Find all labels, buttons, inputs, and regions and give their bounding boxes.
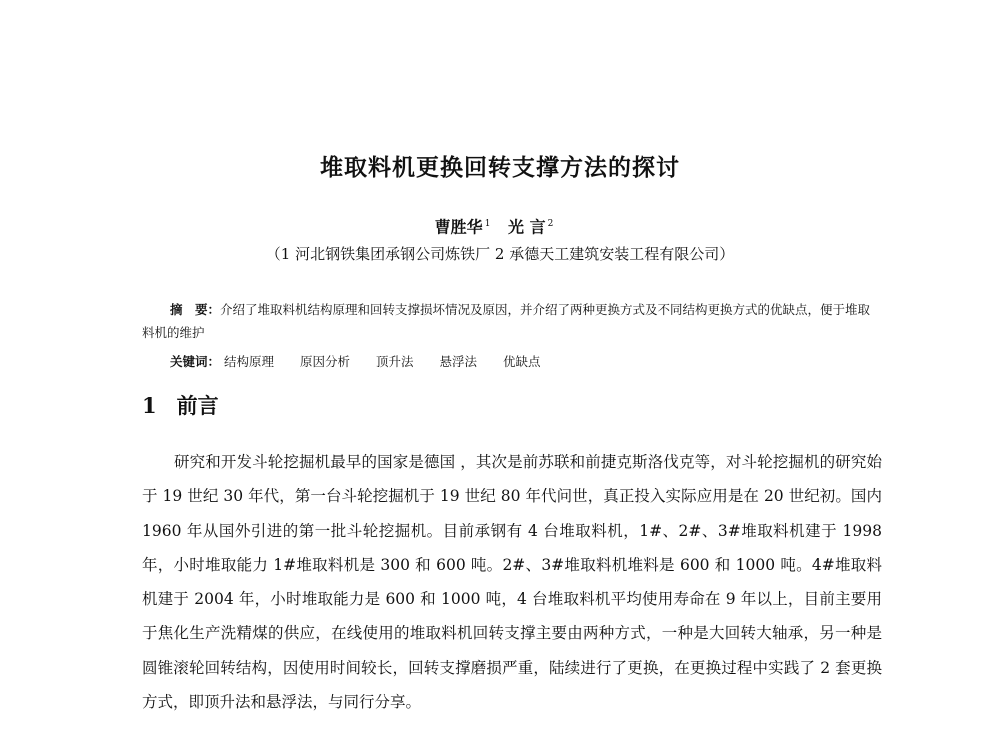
keyword: 优缺点: [503, 354, 541, 369]
section-heading: [142, 390, 219, 422]
abstract: [142, 298, 882, 344]
keyword: 结构原理: [224, 354, 275, 369]
abstract-label: 摘 要：: [170, 302, 221, 317]
author-name: 曹胜华: [434, 217, 483, 237]
keywords-label: 关键词：: [170, 354, 221, 369]
keyword: 悬浮法: [439, 354, 478, 369]
author-name: 光 言: [508, 217, 546, 237]
abstract-text: 介绍了堆取料机结构原理和回转支撑损坏情况及原因，并介绍了两种更换方式及不同结构更换方式的优缺点，便于堆取料机的维护: [142, 302, 871, 340]
section-title: 前言: [176, 393, 219, 418]
keywords: [170, 351, 563, 373]
paper-title: 堆取料机更换回转支撑方法的探讨: [320, 154, 680, 181]
keyword: 原因分析: [300, 354, 351, 369]
section-number: 1: [142, 393, 157, 418]
author-affiliation-mark: 2: [547, 219, 554, 229]
affiliations: （1 河北钢铁集团承钢公司炼铁厂 2 承德天工建筑安装工程有限公司）: [265, 245, 735, 263]
author-line: [0, 212, 1000, 239]
keyword: 顶升法: [376, 354, 414, 369]
body-paragraph: 研究和开发斗轮挖掘机最早的国家是德国 ，其次是前苏联和前捷克斯洛伐克等，对斗轮挖掘机的研究始于 19 世纪 30 年代，第一台斗轮挖掘机于 19 世纪 80 年代问世，真正投入实际应用是在 20 世纪初。国内 1960 年从国外引进的第一批斗轮挖掘机。目前承钢有 4 台堆取料机，1#、2#、3#堆取料机建于 1998 年，小时堆取能力 1#堆取料机是 300 和 600 吨。2#、3#堆取料机堆料是 600 和 1000 吨。4#堆取料机建于 2004 年，小时堆取能力是 600 和 1000 吨，4 台堆取料机平均使用寿命在 9 年以上，目前主要用于焦化生产洗精煤的供应，在线使用的堆取料机回转支撑主要由两种方式，一种是大回转大轴承，另一种是圆锥滚轮回转结构，因使用时间较长，回转支撑磨损严重，陆续进行了更换，在更换过程中实践了 2 套更换方式，即顶升法和悬浮法，与同行分享。: [142, 453, 882, 712]
author-affiliation-mark: 1: [484, 219, 491, 229]
